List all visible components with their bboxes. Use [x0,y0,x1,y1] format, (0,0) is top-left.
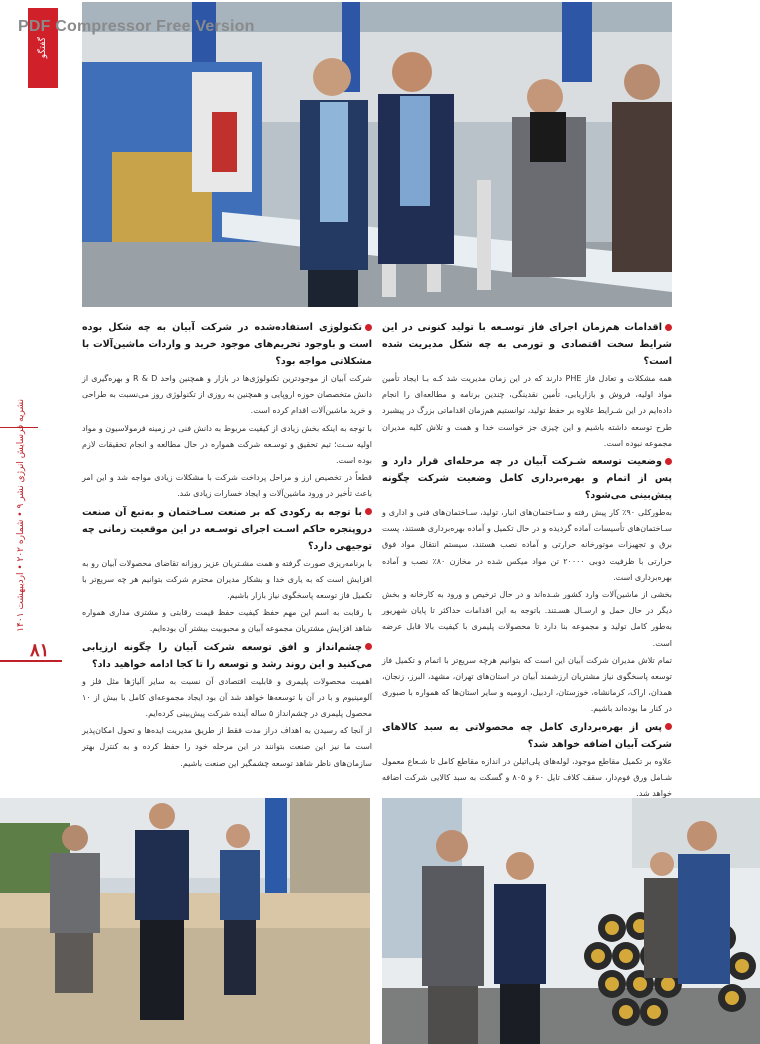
question-5 [82,504,372,555]
right-column [382,318,672,803]
bullet-icon [365,324,372,331]
bullet-icon [365,508,372,515]
page-number: ۸۱ [30,640,50,660]
answer-6-paragraph-2: از آنجا که رسیدن به اهداف دراز مدت فقط از طریق مدیریت ایده‌ها و تحول امکان‌پذیر است ما نیز این صنعت بتوانند در این مرحله خود را حفظ کرده و به کنترل بهتر سازمان‌های ناظر شاهد توسعه چشمگیر این صنعت باشیم. [82,726,372,768]
watermark: PDF Compressor Free Version [18,18,255,35]
bullet-icon [665,458,672,465]
question-1 [382,319,672,370]
answer-2-paragraph-2: بخشی از ماشین‌آلات وارد کشور شـده‌اند و در حال ترخیص و ورود به کارخانه و بخش دیگر در حال حمل و ارسـال هسـتند. باتوجه به این اقدامات حداکثر تا پایان شهریور به‌طور کامل تولید و مجموعه بنا دارد تا محصولات پلیمری با کیفیت بالا قابل عرضه است. [382,590,672,648]
answer-4: شرکت آبیان از موجودترین تکنولوژی‌ها در بازار و همچنین واحد R & D و بهره‌گیری از دانش متخصصان حوزه اروپایی و همچنین به روزی از تکنولوژی روز می‌نسبت به طراحی و خرید ماشین‌آلات اقدام کرده است. [82,374,372,416]
issue-caption-text: نشریه فرسایش انرژی نشر ۹ • شماره ۲۰۲ • اردیبهشت ۱۴۰۱ [16,398,26,632]
answer-1: همه مشکلات و تعادل فاز PHE دارند که در این زمان مدیریت شد کـه بـا ایجاد تأمین مواد اولیه، فروش و بازاریابی، تأمین نقدینگی، چندین برنامه و مطالعه‌ای را انجام داده‌ایم در این شـرایط علاوه بر حفظ تولید، توانستیم هم‌زمان اقداماتی بزرگ در پیشبرد طرح توسعه داشته باشیم و این چیزی جز خواست خدا و همت و تلاش کلیه مدیران مجموعه نبوده است. [382,374,672,448]
question-2 [382,453,672,504]
answer-5-paragraph-2: با رقابت به اسم این مهم حفظ کیفیت حفظ قیمت رقابتی و مشتری مداری همواره شاهد افزایش مشتریان مجموعه آبیان و محبوبیت بیشتر آن بوده‌ایم. [82,608,372,634]
answer-4-paragraph-2: با توجه به اینکه بخش زیادی از کیفیت مربوط به دانش فنی در زمینه فرمولاسیون و مواد اولیه سـت؛ تیم تحقیق و توسـعه شرکت همواره در حال مطالعه و انجام تحقیقات لازم بوده است. [82,423,372,466]
answer-2: به‌طورکلی ۹۰٪ کار پیش رفته و سـاختمان‌های انبار، تولید، سـاختمان‌های فنی و اداری و سـاختمان‌های تأسیسات آماده گردیده و در حال تکمیل و آماده بهره‌برداری هستند، پست برق و تجهیزات موتورخانه حرارتی و آماده نصب هستند، سیستم انتقال مواد فوق حرارتی با ظرفیت دوبی ۲۰۰۰۰ تن مواد میکس شده در مخازن ۸۰٪ نصب و آماده بهره‌برداری است. [382,508,673,582]
answer-2-paragraph-3: تمام تلاش مدیران شرکت آبیان این است که بتوانیم هرچه سریع‌تر با اتمام و تکمیل فاز توسعه پاسخگوی نیاز مشتریان ارزشمند آبیان در استان‌های تهران، مشهد، البرز، زنجان، همدان، اراک، کرمانشاه، خوزستان، اردبیل، ارومیه و سایر استان‌ها که همواره با صبوری در کنار ما بوده‌اند باشیم. [382,655,672,714]
photo-site-walk [0,798,370,1044]
bullet-icon [365,643,372,650]
issue-caption [10,398,32,632]
bullet-icon [665,324,672,331]
photo-factory-visit [82,2,672,307]
question-5-text: با توجه به رکودی که بر صنعت سـاختمان و به‌تبع آن صنعت درو‌پنجره حاکم اسـت اجرای توسـعه در این موقعیت زمانی چه توجیهی دارد؟ [82,506,372,552]
page-number-rule [0,660,62,662]
question-4-text: تکنولوژی استفاده‌شده در شرکت آبیان به چه شکل بوده است و باوجود تحریم‌های موجود خرید و واردات ماشین‌آلات با مشکلاتی مواجه بود؟ [82,322,372,367]
answer-4-paragraph-3: قطعاً در تخصیص ارز و مراحل پرداخت شرکت با مشکلات زیادی مواجه شد و این امر باعث تأخیر در ورود ماشین‌آلات و ایجاد خسارات زیادی شد. [82,473,372,499]
bullet-icon [665,723,672,730]
left-column [82,318,372,773]
question-6 [82,639,372,673]
answer-6: اهمیت محصولات پلیمری و قابلیت اقتصادی آن نسبت به سایر آلیاژها مثل فلز و آلومینیوم و با در آن با توسعه‌ها خواهد شد آن بود ایجاد مجموعه‌ای کامل با بیش از ۱۰ محصول پلیمری در چشم‌انداز ۵ ساله آینده شرکت پیش‌بینی کرده‌ایم. [82,676,372,719]
photo-pipe-yard [382,798,760,1044]
question-2-text: وضعیت توسعه شـرکت آبیان در چه مرحله‌ای قرار دارد و پس از اتمام و بهره‌برداری کامل وضعیت شرکت چگونه پیش‌بینی می‌شود؟ [382,456,672,502]
question-4 [82,319,372,370]
question-3 [382,719,672,753]
answer-5: با برنامه‌ریزی صورت گرفته و همت مشـتریان عزیز روزانه تقاضای محصولات آبیان رو به افزایش است که به یاری خدا و بشکار مدیران محترم شرکت بتوانیم هر چه سریع‌تر با تکمیل فاز توسعه پاسخگوی نیاز بازار باشیم. [82,558,372,601]
question-6-text: چشم‌انداز و افق توسعه شرکت آبیان را چگونه ارزیابی می‌کنید و این روند رشد و توسعه را تا کجا ادامه خواهید داد؟ [82,641,372,670]
question-3-text: پس از بهره‌برداری کامل چه محصولاتی به سبد کالاهای شرکت آبیان اضافه خواهد شد؟ [382,721,672,750]
section-tab-label: گفتگو [38,37,48,59]
question-1-text: اقدامات هم‌زمان اجرای فاز توسـعه با تولید کنونی در این شرایط سخت اقتصادی و تورمی به چه شکل مدیریت شده است؟ [382,322,672,367]
answer-3: علاوه بر تکمیل مقاطع موجود، لوله‌های پلی‌اتیلن در اندازه مقاطع کامل تا شـعاع معمول شـامل ورق فوم‌دار، سقف کلاف تایل ۶۰ و ۸۰۵ و گسکت به سبد کالایی شرکت اضافه خواهد شد. [382,756,673,799]
